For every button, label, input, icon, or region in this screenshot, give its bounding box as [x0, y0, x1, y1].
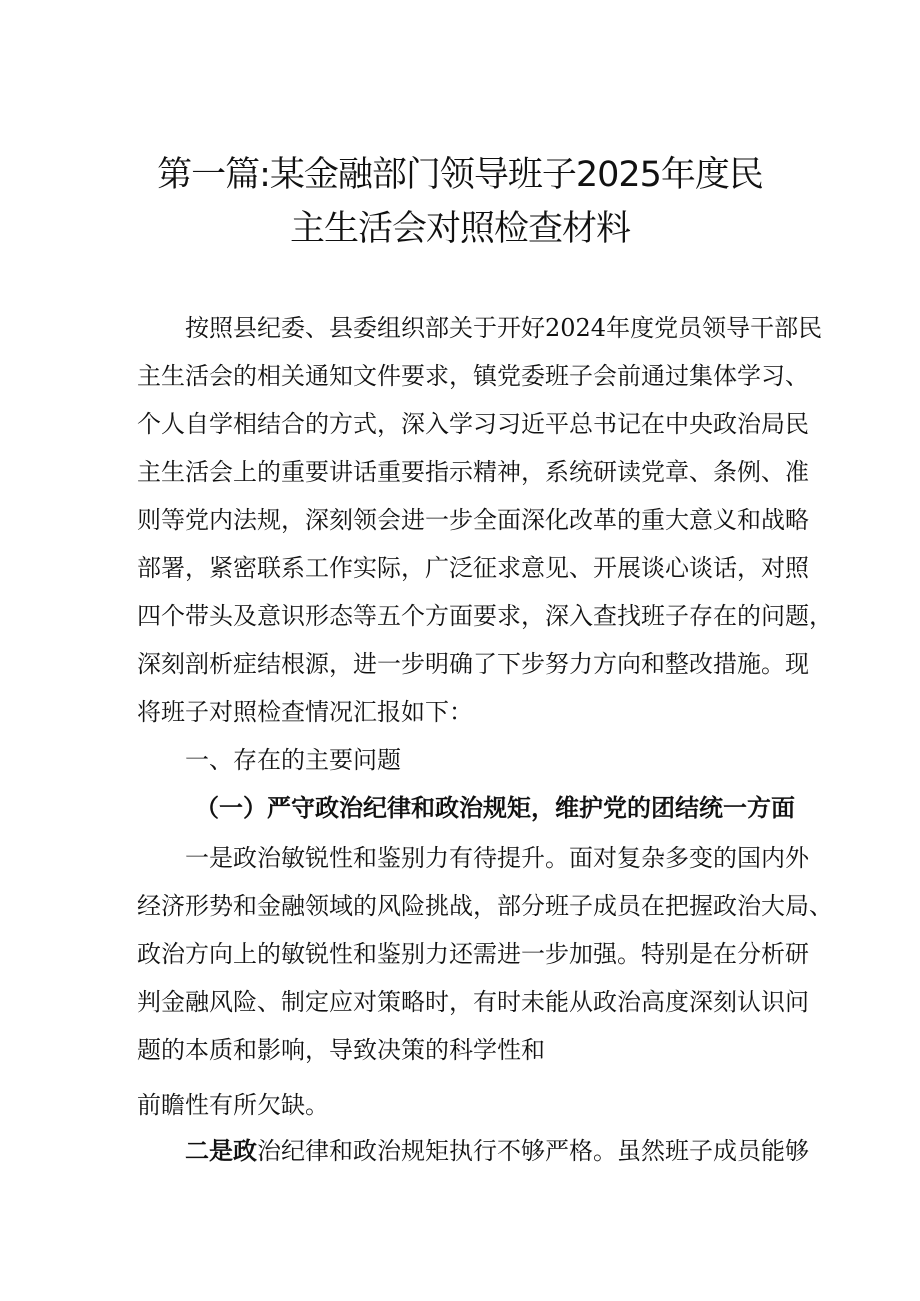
intro-line: 则等党内法规，深刻领会进一步全面深化改革的重大意义和战略 — [137, 506, 809, 534]
intro-line: 四个带头及意识形态等五个方面要求，深入查找班子存在的问题， — [137, 602, 833, 630]
document-title-line-1: 第一篇:某金融部门领导班子2025年度民 — [157, 155, 763, 195]
intro-line: 个人自学相结合的方式，深入学习习近平总书记在中央政治局民 — [137, 410, 809, 438]
paragraph-line: 政治方向上的敏锐性和鉴别力还需进一步加强。特别是在分析研 — [137, 940, 809, 968]
intro-line: 主生活会上的重要讲话重要指示精神，系统研读党章、条例、准 — [137, 458, 809, 486]
section-heading: 一、存在的主要问题 — [185, 746, 401, 774]
intro-line: 部署，紧密联系工作实际，广泛征求意见、开展谈心谈话，对照 — [137, 554, 809, 582]
paragraph-line: 题的本质和影响，导致决策的科学性和 — [137, 1036, 545, 1064]
paragraph-line — [185, 1136, 809, 1166]
paragraph-lead: 二是政 — [185, 1136, 257, 1165]
paragraph-line: 判金融风险、制定应对策略时，有时未能从政治高度深刻认识问 — [137, 988, 809, 1016]
paragraph-line: 一是政治敏锐性和鉴别力有待提升。面对复杂多变的国内外 — [185, 844, 809, 872]
intro-line: 深刻剖析症结根源，进一步明确了下步努力方向和整改措施。现 — [137, 650, 809, 678]
intro-line: 将班子对照检查情况汇报如下： — [137, 698, 473, 726]
subsection-heading: （一）严守政治纪律和政治规矩，维护党的团结统一方面 — [195, 793, 795, 822]
intro-line: 按照县纪委、县委组织部关于开好2024年度党员领导干部民 — [185, 314, 823, 342]
paragraph-line: 经济形势和金融领域的风险挑战，部分班子成员在把握政治大局、 — [137, 892, 833, 920]
paragraph-line: 前瞻性有所欠缺。 — [137, 1091, 329, 1119]
document-title-line-2: 主生活会对照检查材料 — [289, 209, 630, 249]
intro-line: 主生活会的相关通知文件要求，镇党委班子会前通过集体学习、 — [137, 362, 809, 390]
paragraph-rest: 治纪律和政治规矩执行不够严格。虽然班子成员能够 — [257, 1137, 809, 1165]
